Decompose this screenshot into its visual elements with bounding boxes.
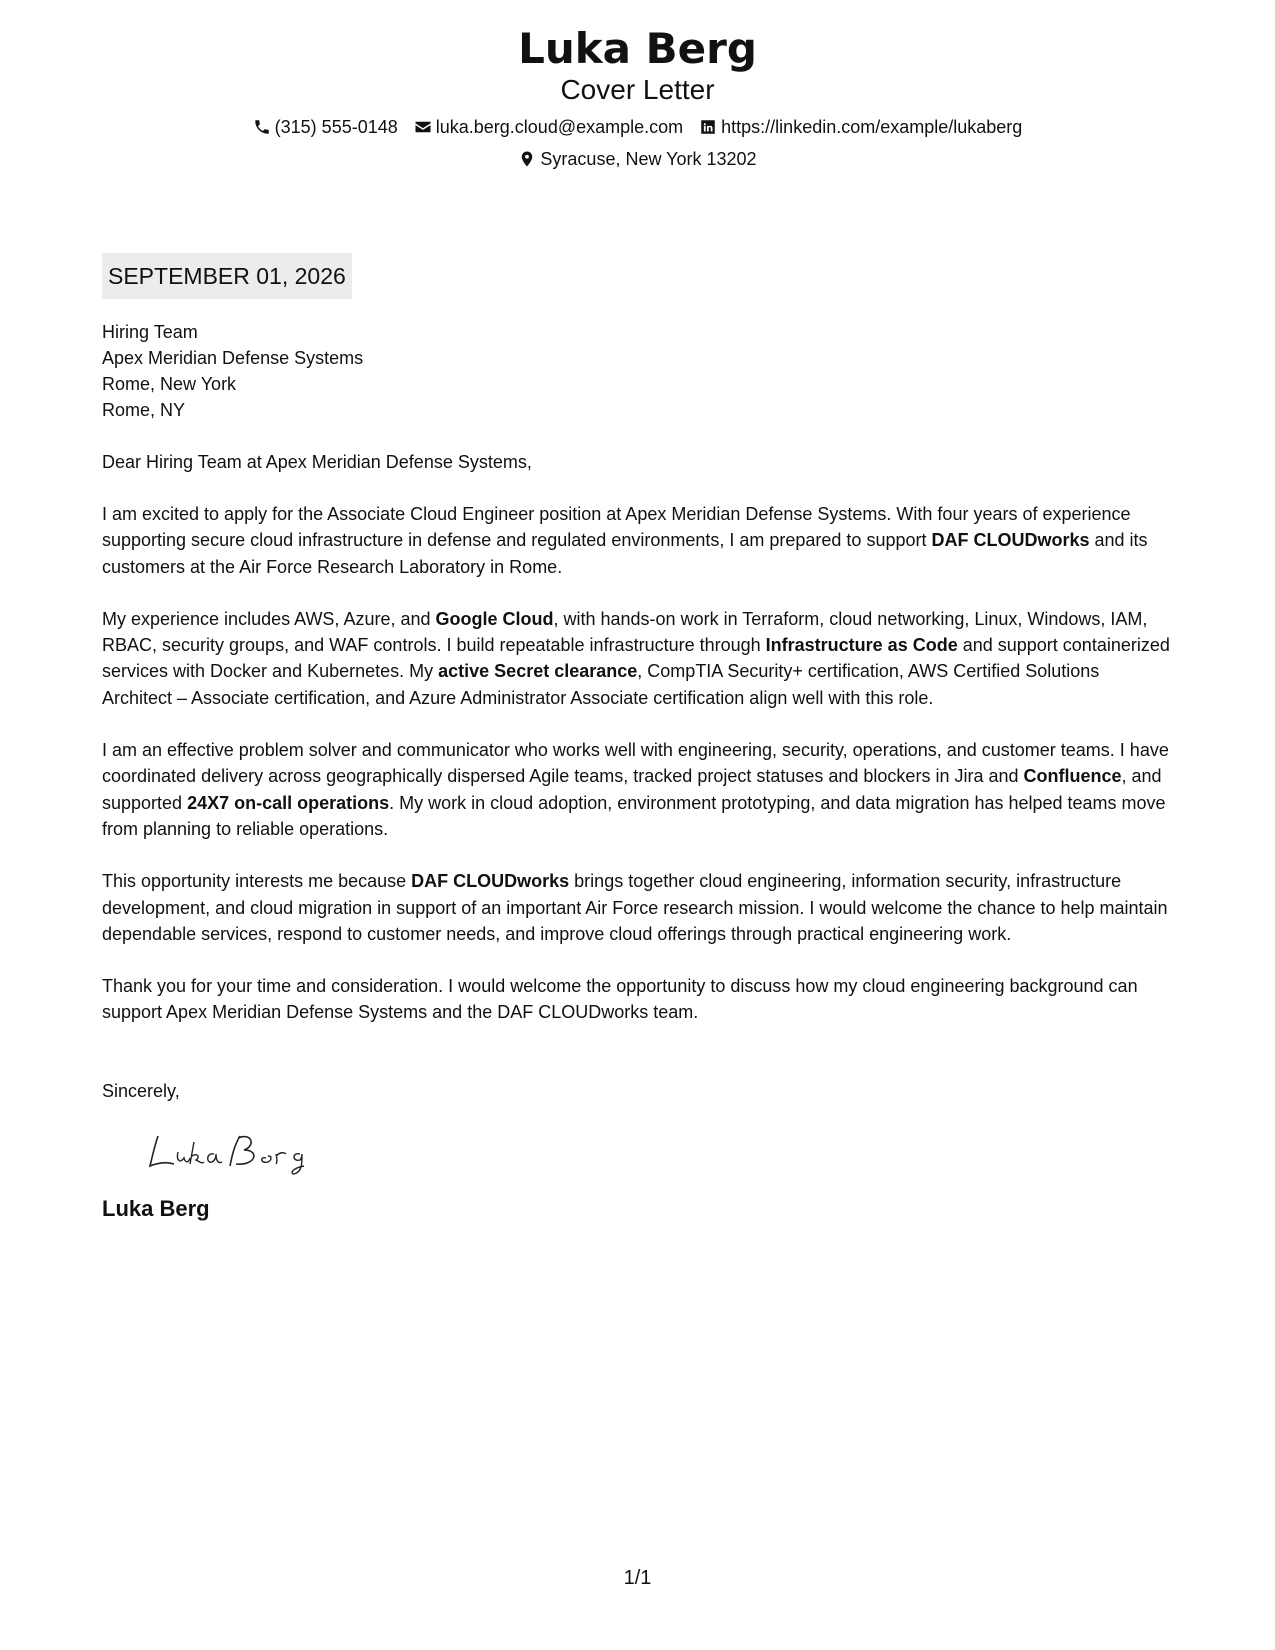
phone-text: (315) 555-0148 <box>274 117 398 137</box>
recipient-line: Hiring Team <box>102 322 198 342</box>
bold-text: Confluence <box>1023 766 1122 787</box>
closing: Sincerely, <box>102 1080 180 1101</box>
letter-date: SEPTEMBER 01, 2026 <box>102 253 352 299</box>
contact-line <box>0 116 1275 138</box>
linkedin-contact[interactable] <box>699 116 1022 138</box>
paragraph-text: , CompTIA Security+ certification, AWS Certified Solutions Architect – Associate certification, and Azure Administrator Associate certification align well with this role. <box>102 661 1100 708</box>
linkedin-icon <box>699 118 717 136</box>
paragraph-5 <box>102 973 1172 1026</box>
salutation: Dear Hiring Team at Apex Meridian Defense Systems, <box>102 452 532 472</box>
paragraph-1 <box>102 501 1172 580</box>
handwritten-signature <box>144 1122 324 1178</box>
phone-icon <box>253 118 271 136</box>
paragraph-text: I am excited to apply for the Associate Cloud Engineer position at Apex Meridian Defense Systems. With four years of experience supporting secure cloud infrastructure in defense and regulated environments, I am prepared to support <box>102 504 1131 551</box>
page-number: 1/1 <box>623 1567 652 1589</box>
location-line <box>0 148 1275 170</box>
paragraph-3 <box>102 737 1172 842</box>
recipient-block <box>102 319 1172 423</box>
recipient-line: Apex Meridian Defense Systems <box>102 348 364 368</box>
recipient-line: Rome, NY <box>102 400 186 420</box>
letter-header <box>0 0 1275 170</box>
phone-contact <box>253 116 398 138</box>
document-subtitle: Cover Letter <box>560 74 715 105</box>
email-contact[interactable] <box>414 116 683 138</box>
bold-text: Google Cloud <box>435 608 554 629</box>
bold-text: DAF CLOUDworks <box>411 871 570 892</box>
envelope-icon <box>414 118 432 136</box>
map-pin-icon <box>518 150 536 168</box>
paragraph-text: . My work in cloud adoption, environment prototyping, and data migration has helped teams move from planning to reliable operations. <box>102 792 1166 839</box>
bold-text: active Secret clearance <box>438 661 638 682</box>
paragraph-text: , with hands-on work in Terraform, cloud networking, Linux, Windows, IAM, RBAC, security groups, and WAF controls. I build repeatable infrastructure through <box>102 608 1148 656</box>
paragraph-text: and support containerized services with Docker and Kubernetes. My <box>102 635 1170 682</box>
paragraph-2 <box>102 606 1172 711</box>
recipient-line: Rome, New York <box>102 374 237 394</box>
paragraph-text: I am an effective problem solver and communicator who works well with engineering, security, operations, and customer teams. I have coordinated delivery across geographically dispersed Agile teams, tracked project statuses and blockers in Jira and <box>102 740 1169 787</box>
paragraph-text: , and supported <box>102 766 1162 813</box>
linkedin-text[interactable]: https://linkedin.com/example/lukaberg <box>721 117 1023 137</box>
bold-text: Infrastructure as Code <box>765 635 958 656</box>
paragraph-text: and its customers at the Air Force Research Laboratory in Rome. <box>102 530 1148 577</box>
email-text[interactable]: luka.berg.cloud@example.com <box>435 117 684 137</box>
applicant-name: Luka Berg <box>518 24 757 73</box>
bold-text: DAF CLOUDworks <box>931 530 1090 551</box>
location-contact <box>518 148 756 170</box>
bold-text: 24X7 on-call operations <box>187 792 390 813</box>
paragraph-text: Thank you for your time and consideration. I would welcome the opportunity to discuss how my cloud engineering background can support Apex Meridian Defense Systems and the DAF CLOUDworks team. <box>102 976 1138 1023</box>
letter-body <box>102 253 1172 1223</box>
signer-name: Luka Berg <box>102 1195 210 1221</box>
paragraph-text: brings together cloud engineering, information security, infrastructure development, and cloud migration in support of an important Air Force research mission. I would welcome the chance to help maintain dependable services, respond to customer needs, and improve cloud offerings through practical engineering work. <box>102 871 1168 944</box>
location-text: Syracuse, New York 13202 <box>540 149 757 169</box>
paragraph-text: My experience includes AWS, Azure, and <box>102 608 436 629</box>
paragraph-text: This opportunity interests me because <box>102 871 412 892</box>
paragraph-4 <box>102 868 1172 947</box>
